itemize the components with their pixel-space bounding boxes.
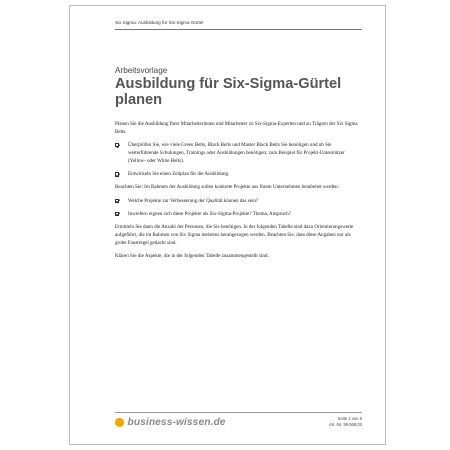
- checkbox-checked-icon: [115, 143, 119, 147]
- logo-dot-icon: [115, 418, 124, 427]
- document-body: [115, 121, 360, 266]
- page-number: Seite 1 von 6: [337, 416, 362, 421]
- checkbox-checked-icon: [115, 172, 119, 176]
- document-page: [69, 5, 386, 445]
- intro-paragraph: Planen Sie die Ausbildung Ihrer Mitarbeiterinnen und Mitarbeiter zu Six-Sigma-Experten und zu Trägern der Six Sigma Belts.: [115, 121, 358, 135]
- checkbox-checked-icon: [115, 199, 119, 203]
- checklist-item: [115, 171, 360, 179]
- checklist-item: [115, 142, 360, 166]
- checklist-item: [115, 198, 360, 206]
- document-kicker: Arbeitsvorlage: [115, 66, 168, 75]
- article-number: Art.-Nr. 99.068.03: [328, 422, 362, 427]
- checklist-text: Inwiefern eignen sich diese Projekte als Six-Sigma-Projekte? Thema, Anspruch?: [128, 210, 291, 217]
- document-title: Ausbildung für Six-Sigma-Gürtel planen: [115, 76, 342, 108]
- page-meta: [329, 416, 362, 428]
- note-paragraph: Beachten Sie: Im Rahmen der Ausbildung sollen konkrete Projekte aus Ihrem Unternehmen bearbeitet werden.: [115, 184, 339, 191]
- checklist-text: Überprüfen Sie, wie viele Green Belts, Black Belts und Master Black Belts Sie benötigen und ob Sie weiterführende Schulungen, Trainings oder Ausbildungen benötigen; zum Beispiel für Projekt-Unterstützer (Yellow- oder White Belts).: [128, 142, 345, 164]
- checklist-text: Entwickeln Sie einen Zeitplan für die Ausbildung.: [128, 171, 230, 178]
- brand-logo[interactable]: [115, 417, 226, 428]
- body-paragraph: Ermitteln Sie dann die Anzahl der Personen, die Sie benötigen. In der folgenden Tabelle sind dazu Orientierungswerte aufgeführt, die im Rahmen von Six Sigma meistens herangezogen werden. Beachten Sie, dass diese Angaben nur als grobe Faustregel gedacht sind.: [115, 223, 354, 246]
- running-header: Six Sigma: Ausbildung für Six-Sigma Gürtel: [115, 20, 204, 25]
- body-paragraph: Klären Sie die Aspekte, die in der folgenden Tabelle zusammengestellt sind.: [115, 252, 269, 259]
- checklist-item: [115, 211, 360, 219]
- checkbox-checked-icon: [115, 212, 119, 216]
- header-divider: [115, 29, 362, 30]
- footer-divider: [115, 412, 362, 413]
- brand-name: business-wissen.de: [127, 417, 226, 428]
- checklist-text: Welche Projekte zur Verbesserung der Qualität können das sein?: [128, 197, 259, 204]
